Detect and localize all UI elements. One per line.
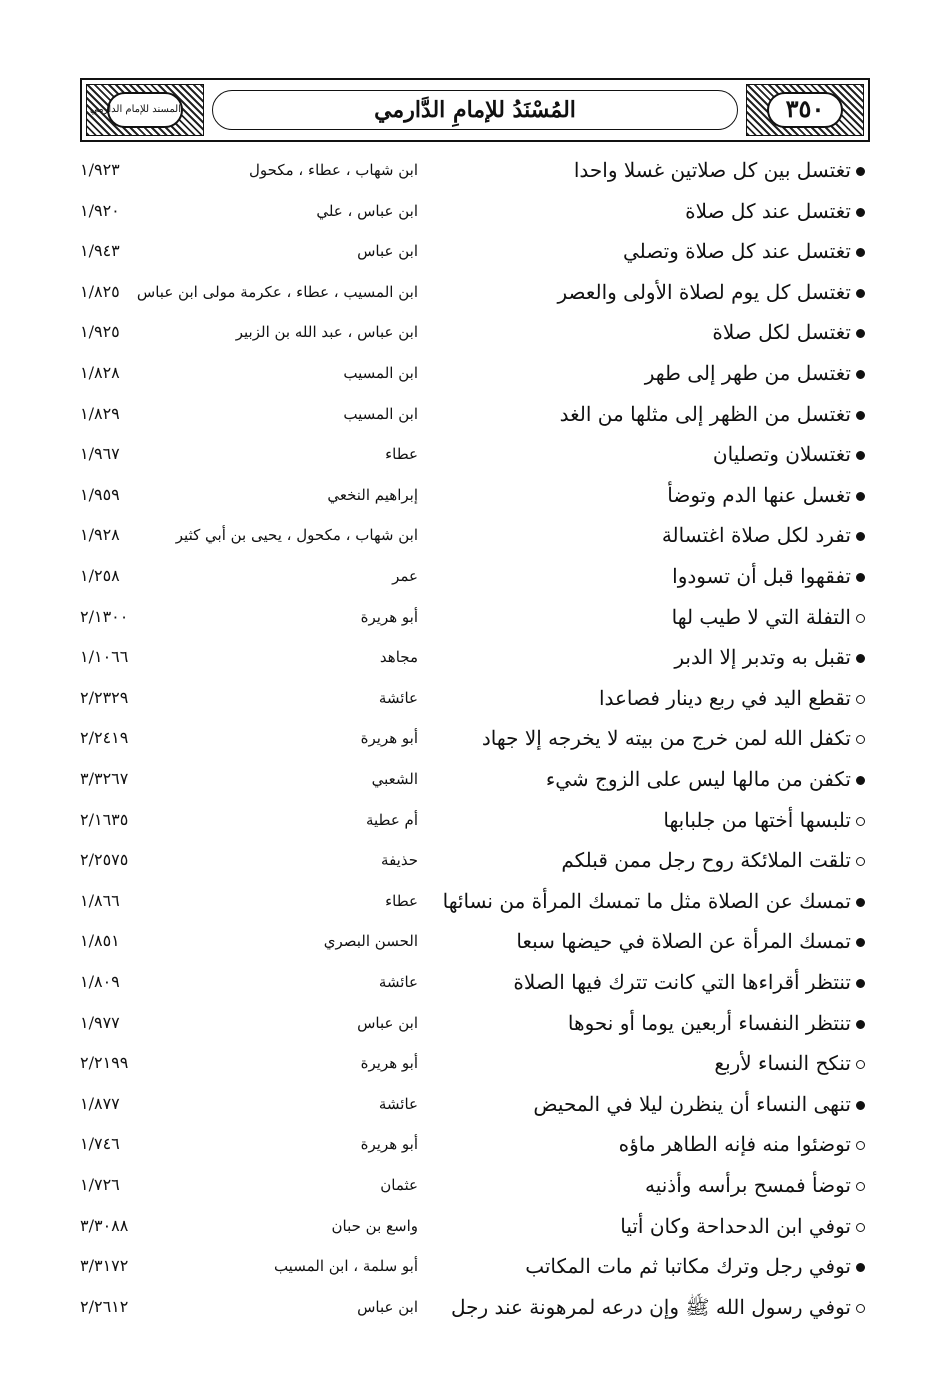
hadith-reference: ١/٩٢٨ xyxy=(80,525,120,545)
index-row xyxy=(0,921,938,961)
narrators: عمر xyxy=(392,567,418,585)
hadith-text xyxy=(599,678,865,718)
hadith-text-label: تمسك المرأة عن الصلاة في حيضها سبعا xyxy=(516,929,851,954)
index-row xyxy=(0,150,938,190)
narrators: أم عطية xyxy=(365,810,418,829)
narrators: ابن عباس ، علي xyxy=(316,201,418,220)
filled-bullet-icon xyxy=(856,248,865,257)
hadith-text xyxy=(662,515,865,555)
hadith-text xyxy=(623,231,865,271)
hadith-reference: ١/٩٤٣ xyxy=(80,241,120,261)
hadith-reference: ١/٩٦٧ xyxy=(80,444,120,464)
index-row xyxy=(0,759,938,799)
index-row xyxy=(0,1084,938,1124)
filled-bullet-icon xyxy=(856,1263,865,1272)
index-row xyxy=(0,1124,938,1164)
hadith-text xyxy=(672,597,865,637)
hadith-text xyxy=(663,800,865,840)
hadith-text xyxy=(620,1206,865,1246)
page-title: المُسْنَدُ للإمامِ الدَّارمي xyxy=(212,90,738,130)
hadith-reference: ١/٢٥٨ xyxy=(80,566,120,585)
index-row xyxy=(0,1287,938,1327)
filled-bullet-icon xyxy=(856,370,865,379)
narrators: ابن عباس xyxy=(357,1297,418,1316)
hadith-text xyxy=(561,840,865,880)
hadith-reference: ١/٨٧٧ xyxy=(80,1093,120,1113)
narrators: ابن المسيب xyxy=(343,404,418,423)
hadith-reference: ١/٨٢٩ xyxy=(80,403,120,423)
narrators: إبراهيم النخعي xyxy=(327,485,418,504)
index-row xyxy=(0,556,938,596)
hadith-reference: ١/٨٦٦ xyxy=(80,890,120,910)
hadith-reference: ٢/١٣٠٠ xyxy=(80,606,129,626)
hadith-text xyxy=(619,1124,865,1164)
hadith-text-label: تغتسل لكل صلاة xyxy=(712,320,851,345)
hadith-text xyxy=(685,191,865,231)
filled-bullet-icon xyxy=(856,451,865,460)
narrators: عائشة xyxy=(378,1094,418,1113)
index-row xyxy=(0,881,938,921)
narrators: أبو هريرة xyxy=(360,1054,418,1073)
hadith-reference: ٣/٣١٧٢ xyxy=(80,1256,129,1276)
hadith-text-label: تنهى النساء أن ينظرن ليلا في المحيض xyxy=(533,1091,851,1116)
hadith-text xyxy=(513,962,865,1002)
hadith-text-label: تغتسلان وتصليان xyxy=(712,442,851,467)
hadith-text-label: تغسل عنها الدم وتوضأ xyxy=(667,482,851,507)
hadith-text-label: تغتسل كل يوم لصلاة الأولى والعصر xyxy=(557,279,851,304)
hadith-text-label: تنتظر أقراءها التي كانت تترك فيها الصلاة xyxy=(513,970,851,994)
hadith-reference: ١/٧٢٦ xyxy=(80,1175,120,1194)
filled-bullet-icon xyxy=(856,1020,865,1029)
hadith-reference: ٢/١٦٣٥ xyxy=(80,809,129,829)
hadith-reference: ٢/٢٥٧٥ xyxy=(80,850,129,870)
index-row xyxy=(0,637,938,677)
index-row xyxy=(0,394,938,434)
narrators: عطاء xyxy=(385,891,418,910)
hadith-reference: ٣/٣٠٨٨ xyxy=(80,1215,129,1235)
hadith-reference: ١/٩٧٧ xyxy=(80,1012,120,1032)
hadith-text-label: التفلة التي لا طيب لها xyxy=(671,604,851,629)
filled-bullet-icon xyxy=(856,938,865,947)
filled-bullet-icon xyxy=(856,167,865,176)
index-row xyxy=(0,475,938,515)
hadith-reference: ١/١٠٦٦ xyxy=(80,647,129,667)
index-row xyxy=(0,272,938,312)
index-row xyxy=(0,231,938,271)
narrators: ابن المسيب xyxy=(343,364,418,382)
hadith-text xyxy=(672,556,865,596)
hadith-text xyxy=(714,1043,865,1083)
narrators: عائشة xyxy=(378,688,418,707)
hadith-text-label: تغتسل من الظهر إلى مثلها من الغد xyxy=(559,401,851,426)
hadith-reference: ٢/٢٦١٢ xyxy=(80,1296,129,1316)
hadith-text xyxy=(645,353,865,393)
filled-bullet-icon xyxy=(856,532,865,541)
hadith-text xyxy=(482,718,865,758)
index-row xyxy=(0,1246,938,1286)
filled-bullet-icon xyxy=(856,208,865,217)
filled-bullet-icon xyxy=(856,329,865,338)
hadith-text-label: تقطع اليد في ربع دينار فصاعدا xyxy=(598,685,851,710)
hadith-reference: ١/٩٥٩ xyxy=(80,484,120,504)
filled-bullet-icon xyxy=(856,1101,865,1110)
hadith-text xyxy=(443,881,865,921)
hadith-text xyxy=(713,434,865,474)
hadith-text-label: تغتسل عند كل صلاة xyxy=(685,198,851,223)
hadith-text-label: تمسك عن الصلاة مثل ما تمسك المرأة من نسائها xyxy=(442,888,851,913)
narrators: الحسن البصري xyxy=(323,932,418,951)
hadith-text xyxy=(667,475,865,515)
filled-bullet-icon xyxy=(856,573,865,582)
hadith-text xyxy=(712,312,865,352)
open-bullet-icon xyxy=(856,735,865,744)
hadith-reference: ١/٨٢٥ xyxy=(80,281,120,301)
hadith-reference: ١/٧٤٦ xyxy=(80,1134,120,1154)
hadith-reference: ١/٩٢٣ xyxy=(80,160,120,179)
open-bullet-icon xyxy=(856,614,865,623)
hadith-reference: ١/٨٠٩ xyxy=(80,972,120,991)
narrators: ابن عباس xyxy=(357,242,418,261)
index-row xyxy=(0,191,938,231)
hadith-text-label: تغتسل بين كل صلاتين غسلا واحدا xyxy=(573,158,851,182)
index-row xyxy=(0,434,938,474)
narrators: أبو هريرة xyxy=(360,607,418,626)
hadith-text-label: تنتظر النفساء أربعين يوما أو نحوها xyxy=(567,1010,851,1035)
hadith-text-label: توضئوا منه فإنه الطاهر ماؤه xyxy=(618,1132,851,1157)
hadith-text-label: توفي ابن الدحداحة وكان أتيا xyxy=(620,1213,851,1238)
hadith-reference: ٢/٢٣٢٩ xyxy=(80,687,129,707)
hadith-text xyxy=(546,759,865,799)
hadith-reference: ٣/٣٢٦٧ xyxy=(80,769,129,788)
index-row xyxy=(0,718,938,758)
index-row xyxy=(0,1003,938,1043)
hadith-text xyxy=(451,1287,865,1327)
index-row xyxy=(0,597,938,637)
page-header xyxy=(80,78,870,142)
header-emblem: المسند للإمام الدارمي xyxy=(107,92,183,128)
narrators: عائشة xyxy=(378,973,418,991)
index-row xyxy=(0,1206,938,1246)
hadith-text xyxy=(574,150,865,190)
narrators: عطاء xyxy=(385,445,418,464)
open-bullet-icon xyxy=(856,695,865,704)
open-bullet-icon xyxy=(856,817,865,826)
narrators: عثمان xyxy=(380,1176,418,1194)
hadith-reference: ٢/٢٤١٩ xyxy=(80,728,129,748)
hadith-text-label: تلبسها أختها من جلبابها xyxy=(663,807,851,832)
narrators: ابن عباس xyxy=(357,1013,418,1032)
hadith-text-label: تلقت الملائكة روح رجل ممن قبلكم xyxy=(561,848,851,873)
hadith-text xyxy=(674,637,865,677)
hadith-text xyxy=(516,921,865,961)
narrators: أبو سلمة ، ابن المسيب xyxy=(273,1257,418,1276)
open-bullet-icon xyxy=(856,857,865,866)
narrators: أبو هريرة xyxy=(360,1135,418,1154)
narrators: حذيفة xyxy=(381,851,418,870)
hadith-text xyxy=(525,1246,865,1286)
page-number: ٣٥٠ xyxy=(767,92,843,128)
filled-bullet-icon xyxy=(856,411,865,420)
narrators: الشعبي xyxy=(371,770,418,788)
hadith-text xyxy=(645,1165,865,1205)
hadith-reference: ٢/٢١٩٩ xyxy=(80,1053,129,1073)
open-bullet-icon xyxy=(856,1141,865,1150)
filled-bullet-icon xyxy=(856,776,865,785)
index-row xyxy=(0,353,938,393)
index-row xyxy=(0,840,938,880)
narrators: مجاهد xyxy=(379,648,418,667)
hadith-reference: ١/٨٢٨ xyxy=(80,363,120,382)
narrators: ابن عباس ، عبد الله بن الزبير xyxy=(235,323,418,342)
filled-bullet-icon xyxy=(856,979,865,988)
filled-bullet-icon xyxy=(856,654,865,663)
narrators: ابن شهاب ، عطاء ، مكحول xyxy=(249,161,418,179)
open-bullet-icon xyxy=(856,1182,865,1191)
hadith-text xyxy=(533,1084,865,1124)
index-row xyxy=(0,1043,938,1083)
narrators: واسع بن حبان xyxy=(331,1216,418,1235)
header-ornament-right xyxy=(746,84,864,136)
index-row xyxy=(0,515,938,555)
hadith-text-label: تكفل الله لمن خرج من بيته لا يخرجه إلا جهاد xyxy=(481,726,851,751)
filled-bullet-icon xyxy=(856,289,865,298)
hadith-text xyxy=(568,1003,865,1043)
index-row xyxy=(0,678,938,718)
hadith-reference: ١/٩٢٠ xyxy=(80,200,120,220)
narrators: ابن شهاب ، مكحول ، يحيى بن أبي كثير xyxy=(175,526,418,545)
narrators: أبو هريرة xyxy=(360,729,418,748)
index-row xyxy=(0,800,938,840)
hadith-text-label: توفي رسول الله ﷺ وإن درعه لمرهونة عند رجل xyxy=(450,1294,851,1319)
index-row xyxy=(0,962,938,1002)
hadith-reference: ١/٨٥١ xyxy=(80,931,120,951)
filled-bullet-icon xyxy=(856,898,865,907)
hadith-text-label: تكفن من مالها ليس على الزوج شيء xyxy=(545,767,851,791)
index-row xyxy=(0,1165,938,1205)
hadith-text-label: تغتسل من طهر إلى طهر xyxy=(644,361,851,385)
hadith-text-label: تغتسل عند كل صلاة وتصلي xyxy=(622,239,851,264)
index-row xyxy=(0,312,938,352)
hadith-text-label: توفي رجل وترك مكاتبا ثم مات المكاتب xyxy=(525,1254,851,1279)
hadith-text-label: تنكح النساء لأربع xyxy=(714,1051,851,1076)
narrators: ابن المسيب ، عطاء ، عكرمة مولى ابن عباس xyxy=(136,282,418,301)
hadith-text xyxy=(560,394,865,434)
hadith-text-label: توضأ فمسح برأسه وأذنيه xyxy=(644,1173,851,1197)
hadith-text-label: تفرد لكل صلاة اغتسالة xyxy=(661,523,851,548)
hadith-reference: ١/٩٢٥ xyxy=(80,322,120,342)
open-bullet-icon xyxy=(856,1223,865,1232)
hadith-text xyxy=(557,272,865,312)
open-bullet-icon xyxy=(856,1304,865,1313)
hadith-text-label: تفقهوا قبل أن تسودوا xyxy=(672,564,851,588)
hadith-text-label: تقبل به وتدبر إلا الدبر xyxy=(674,645,851,670)
filled-bullet-icon xyxy=(856,492,865,501)
open-bullet-icon xyxy=(856,1060,865,1069)
header-ornament-left xyxy=(86,84,204,136)
